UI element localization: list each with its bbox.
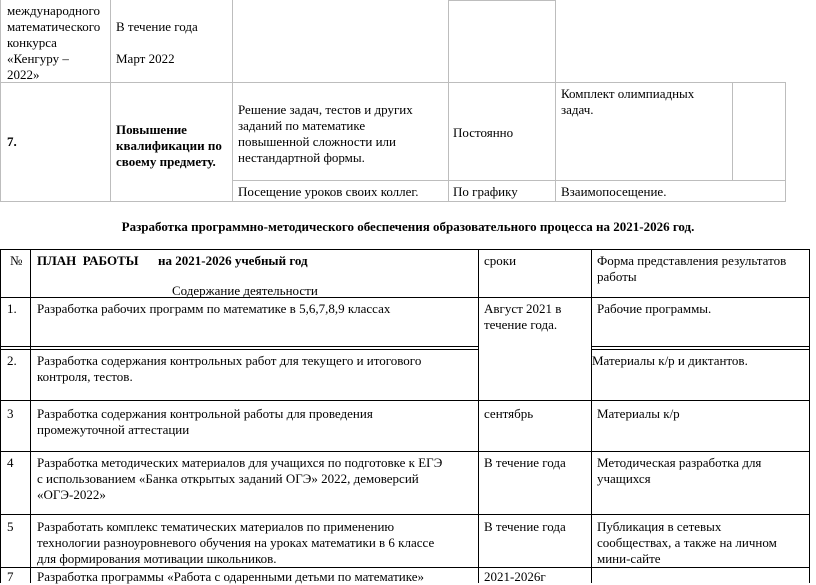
row-3-content: Разработка содержания контрольной работы для проведения промежуточной аттестации: [37, 406, 373, 437]
row-6-num: 7: [7, 569, 14, 584]
grid-line: [0, 349, 478, 350]
section-heading: Разработка программно-методического обеспечения образовательного процесса на 2021-2026 год.: [121, 219, 695, 234]
grid-line: [448, 0, 556, 1]
row-2-form: Материалы к/р и диктантов.: [592, 353, 748, 368]
row-2-num: 2.: [7, 353, 17, 368]
grid-line: [478, 249, 479, 583]
timing-1: Постоянно: [453, 125, 514, 140]
grid-line: [0, 346, 478, 347]
grid-line: [732, 83, 733, 181]
row-5-content: Разработать комплекс тематических материалов по применению технологии разноуровневого обучения на уроках математики в 6 классе для формирования мотивации школьников.: [37, 519, 435, 566]
grid-line: [232, 180, 786, 181]
grid-line: [448, 0, 449, 202]
grid-line: [0, 514, 810, 515]
grid-line: [809, 249, 810, 583]
grid-line: [785, 83, 786, 202]
grid-line: [591, 346, 810, 347]
row-4-deadline: В течение года: [484, 455, 566, 470]
grid-line: [0, 567, 810, 568]
grid-line: [0, 201, 786, 202]
result-2: Взаимопосещение.: [561, 184, 667, 199]
grid-line: [0, 0, 1, 202]
row-2-content: Разработка содержания контрольных работ для текущего и итогового контроля, тестов.: [37, 353, 422, 384]
row-1-form: Рабочие программы.: [597, 301, 712, 316]
contest-period-1: В течение года: [116, 19, 198, 34]
row-number: 7.: [7, 134, 17, 149]
row-1-deadline: Август 2021 в течение года.: [484, 301, 562, 332]
row-topic: Повышение квалификации по своему предмету.: [116, 122, 222, 169]
grid-line: [110, 0, 111, 202]
timing-2: По графику: [453, 184, 518, 199]
row-3-num: 3: [7, 406, 14, 421]
row-4-content: Разработка методических материалов для учащихся по подготовке к ЕГЭ с использованием «Банка открытых заданий ОГЭ» 2022, демоверсий «ОГЭ-2022»: [37, 455, 443, 502]
grid-line: [0, 82, 786, 83]
grid-line: [0, 451, 810, 452]
grid-line: [30, 249, 31, 583]
grid-line: [555, 0, 556, 202]
row-6-content: Разработка программы «Работа с одаренными детьми по математике»: [37, 569, 424, 584]
row-1-content: Разработка рабочих программ по математике в 5,6,7,8,9 классах: [37, 301, 391, 316]
row-4-num: 4: [7, 455, 14, 470]
contest-period-2: Март 2022: [116, 51, 175, 66]
header-plan-title: ПЛАН РАБОТЫ на 2021-2026 учебный год: [37, 253, 308, 268]
row-3-form: Материалы к/р: [597, 406, 680, 421]
grid-line: [591, 249, 592, 583]
row-5-form: Публикация в сетевых сообществах, а также на личном мини-сайте: [597, 519, 777, 566]
row-5-num: 5: [7, 519, 14, 534]
row-1-num: 1.: [7, 301, 17, 316]
row-3-deadline: сентябрь: [484, 406, 534, 421]
row-4-form: Методическая разработка для учащихся: [597, 455, 762, 486]
grid-line: [0, 249, 1, 583]
result-1: Комплект олимпиадных задач.: [561, 86, 695, 117]
grid-line: [0, 400, 810, 401]
row-5-deadline: В течение года: [484, 519, 566, 534]
activity-2: Посещение уроков своих коллег.: [238, 184, 419, 199]
header-form: Форма представления результатов работы: [597, 253, 787, 284]
header-num: №: [10, 253, 23, 268]
grid-line: [591, 349, 810, 350]
contest-title: международного математического конкурса «Кенгуру – 2022»: [7, 3, 101, 82]
header-deadline: сроки: [484, 253, 517, 268]
row-6-deadline: 2021-2026г: [484, 569, 546, 584]
activity-1: Решение задач, тестов и других заданий по математике повышенной сложности или нестандартной формы.: [238, 102, 413, 165]
grid-line: [0, 249, 810, 250]
grid-line: [232, 0, 233, 202]
header-content-label: Содержание деятельности: [172, 283, 318, 298]
grid-line: [0, 297, 810, 298]
